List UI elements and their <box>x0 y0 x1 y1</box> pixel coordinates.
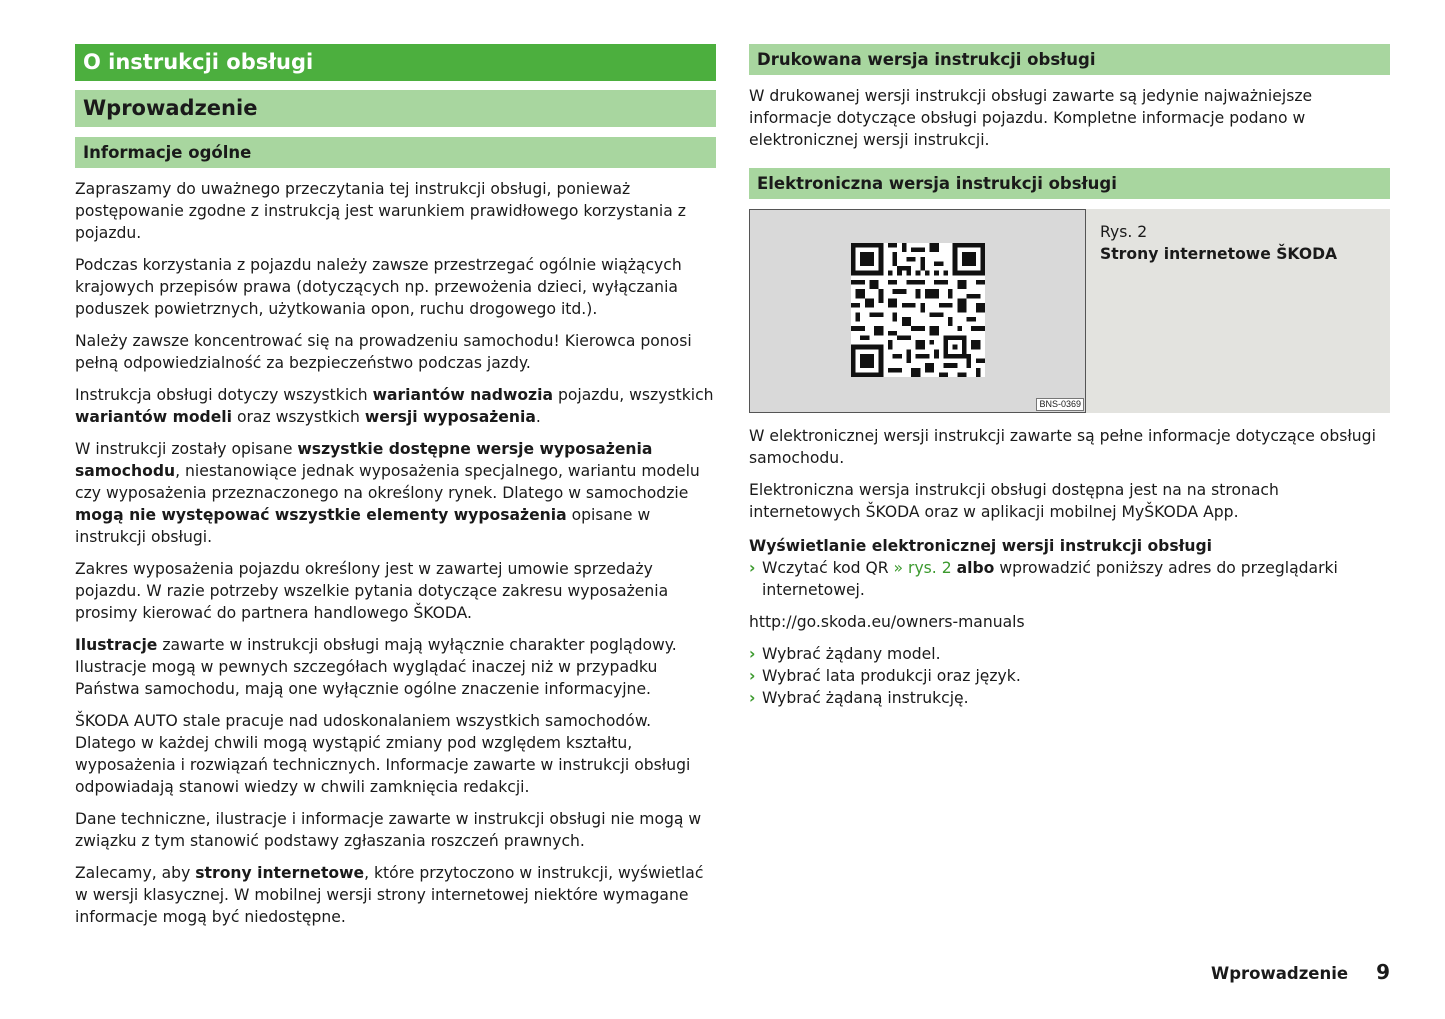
paragraph-electronic-full: W elektronicznej wersji instrukcji zawarte są pełne informacje dotyczące obsługi samochodu. <box>749 427 1376 467</box>
manual-url: http://go.skoda.eu/owners-manuals <box>749 613 1025 631</box>
chapter-heading: O instrukcji obsługi <box>75 44 716 81</box>
figure-caption <box>1086 209 1390 413</box>
paragraph-websites: Zalecamy, aby strony internetowe, które przytoczono w instrukcji, wyświetlać w wersji klasycznej. W mobilnej wersji strony internetowej niektóre wymagane informacje mogą być niedostępne. <box>75 864 704 926</box>
paragraph-electronic-availability: Elektroniczna wersja instrukcji obsługi dostępna jest na na stronach internetowych ŠKODA oraz w aplikacji mobilnej MyŠKODA App. <box>749 481 1279 521</box>
paragraph-equipment: W instrukcji zostały opisane wszystkie dostępne wersje wyposażenia samochodu, niestanowiące jednak wyposażenia specjalnego, wariantu modelu czy wyposażenia przeznaczonego na określony rynek. Dlatego w samochodzie mogą nie występować wszystkie elementy wyposażenia opisane w instrukcji obsługi. <box>75 440 700 546</box>
chevron-right-icon: › <box>749 559 756 577</box>
paragraph-variants: Instrukcja obsługi dotyczy wszystkich wariantów nadwozia pojazdu, wszystkich wariantów modeli oraz wszystkich wersji wyposażenia. <box>75 386 714 426</box>
figure-label: Rys. 2 <box>1100 223 1148 241</box>
chevron-right-icon: › <box>749 689 756 707</box>
paragraph-scope: Zakres wyposażenia pojazdu określony jest w zawartej umowie sprzedaży pojazdu. W razie potrzeby wszelkie pytania dotyczące zakresu wyposażenia prosimy kierować do partnera handlowego ŠKODA. <box>75 560 669 622</box>
figure-reference-link[interactable]: » rys. 2 <box>893 559 952 577</box>
paragraph-concentration: Należy zawsze koncentrować się na prowadzeniu samochodu! Kierowca ponosi pełną odpowiedzialność za bezpieczeństwo podczas jazdy. <box>75 332 692 372</box>
step-select-years: › Wybrać lata produkcji oraz język. <box>749 667 1021 685</box>
steps-list <box>749 643 1390 709</box>
chevron-right-icon: › <box>749 645 756 663</box>
footer-section-title: Wprowadzenie <box>1211 964 1349 983</box>
paragraph-improvements: ŠKODA AUTO stale pracuje nad udoskonalaniem wszystkich samochodów. Dlatego w każdej chwili mogą wystąpić zmiany pod względem kształtu, wyposażenia i rozwiązań technicznych. Informacje zawarte w instrukcji obsługi odpowiadają stanowi wiedzy w chwili zamknięcia redakcji. <box>75 712 691 796</box>
figure-image <box>749 209 1086 413</box>
figure-2 <box>749 209 1390 413</box>
page-footer <box>1100 960 1390 984</box>
paragraph-regulations: Podczas korzystania z pojazdu należy zawsze przestrzegać ogólnie wiążących krajowych przepisów prawa (dotyczących np. przewożenia dzieci, wyłączania poduszek powietrznych, użytkowania opon, ruchu drogowego itd.). <box>75 256 682 318</box>
paragraph-printed: W drukowanej wersji instrukcji obsługi zawarte są jedynie najważniejsze informacje dotyczące obsługi pojazdu. Kompletne informacje podano w elektronicznej wersji instrukcji. <box>749 87 1313 149</box>
right-column <box>749 44 1390 709</box>
figure-code: BNS-0369 <box>1036 398 1084 411</box>
figure-title: Strony internetowe ŠKODA <box>1100 245 1338 263</box>
chevron-right-icon: › <box>749 667 756 685</box>
paragraph-illustrations: Ilustracje zawarte w instrukcji obsługi mają wyłącznie charakter poglądowy. Ilustracje mogą w pewnych szczegółach wyglądać inaczej niż w przypadku Państwa samochodu, mają one wyłącznie ogólne znaczenie informacyjne. <box>75 636 677 698</box>
paragraph-intro: Zapraszamy do uważnego przeczytania tej instrukcji obsługi, ponieważ postępowanie zgodne z instrukcją jest warunkiem prawidłowego korzystania z pojazdu. <box>75 180 686 242</box>
step-scan-qr: › Wczytać kod QR » rys. 2 albo wprowadzić poniższy adres do przeglądarki internetowej. <box>749 559 1338 599</box>
qr-code-icon <box>851 243 985 377</box>
left-column <box>75 44 716 928</box>
page-number: 9 <box>1376 960 1390 984</box>
section-heading: Wprowadzenie <box>75 90 716 127</box>
subsection-heading: Informacje ogólne <box>75 137 716 168</box>
step-select-manual: › Wybrać żądaną instrukcję. <box>749 689 969 707</box>
paragraph-legal: Dane techniczne, ilustracje i informacje zawarte w instrukcji obsługi nie mogą w związku z tym stanowić podstawy zgłaszania roszczeń prawnych. <box>75 810 702 850</box>
printed-version-heading: Drukowana wersja instrukcji obsługi <box>749 44 1390 75</box>
electronic-version-heading: Elektroniczna wersja instrukcji obsługi <box>749 168 1390 199</box>
step-select-model: › Wybrać żądany model. <box>749 645 941 663</box>
display-instructions-heading: Wyświetlanie elektronicznej wersji instrukcji obsługi <box>749 537 1213 555</box>
